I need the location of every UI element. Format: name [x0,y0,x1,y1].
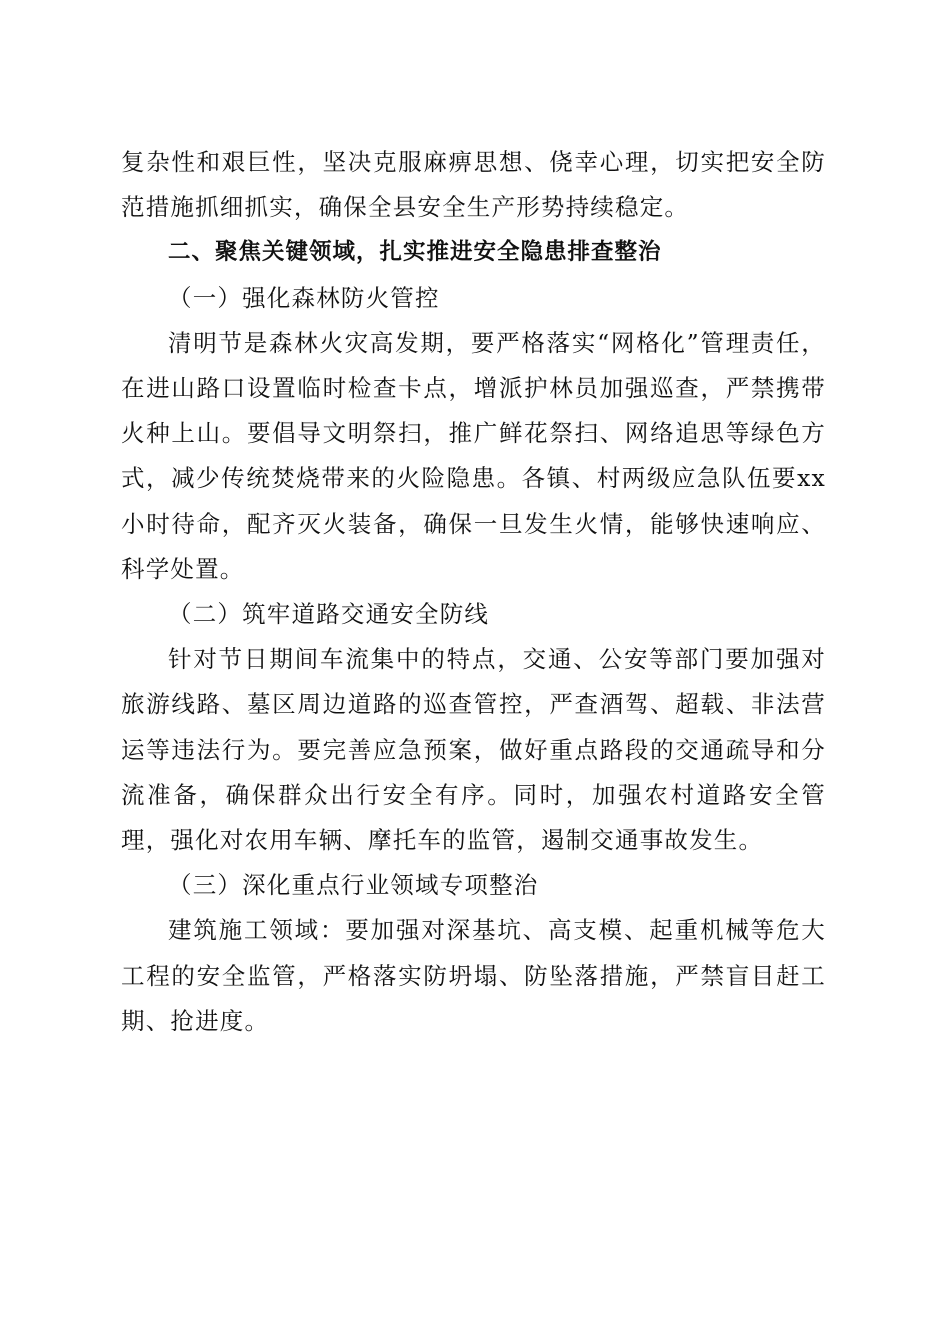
paragraph-construction: 建筑施工领域：要加强对深基坑、高支模、起重机械等危大工程的安全监管，严格落实防坍塌、防坠落措施，严禁盲目赶工期、抢进度。 [121,916,826,1035]
continued-paragraph: 复杂性和艰巨性，坚决克服麻痹思想、侥幸心理，切实把安全防范措施抓细抓实，确保全县安全生产形势持续稳定。 [121,148,826,222]
document-body [121,140,826,1044]
subsection-heading-road-traffic: （二）筑牢道路交通安全防线 [168,600,490,629]
subsection-heading-forest-fire: （一）强化森林防火管控 [168,283,440,312]
section-heading: 二、聚焦关键领域，扎实推进安全隐患排查整治 [168,239,662,266]
paragraph-forest-fire: 清明节是森林火灾高发期，要严格落实“网格化”管理责任，在进山路口设置临时检查卡点，增派护林员加强巡查，严禁携带火种上山。要倡导文明祭扫，推广鲜花祭扫、网络追思等绿色方式，减少传统焚烧带来的火险隐患。各镇、村两级应急队伍要xx小时待命，配齐灭火装备，确保一旦发生火情，能够快速响应、科学处置。 [121,328,826,583]
subsection-heading-key-industries: （三）深化重点行业领域专项整治 [168,871,539,900]
paragraph-road-traffic: 针对节日期间车流集中的特点，交通、公安等部门要加强对旅游线路、墓区周边道路的巡查管控，严查酒驾、超载、非法营运等违法行为。要完善应急预案，做好重点路段的交通疏导和分流准备，确保群众出行安全有序。同时，加强农村道路安全管理，强化对农用车辆、摩托车的监管，遏制交通事故发生。 [121,645,826,855]
